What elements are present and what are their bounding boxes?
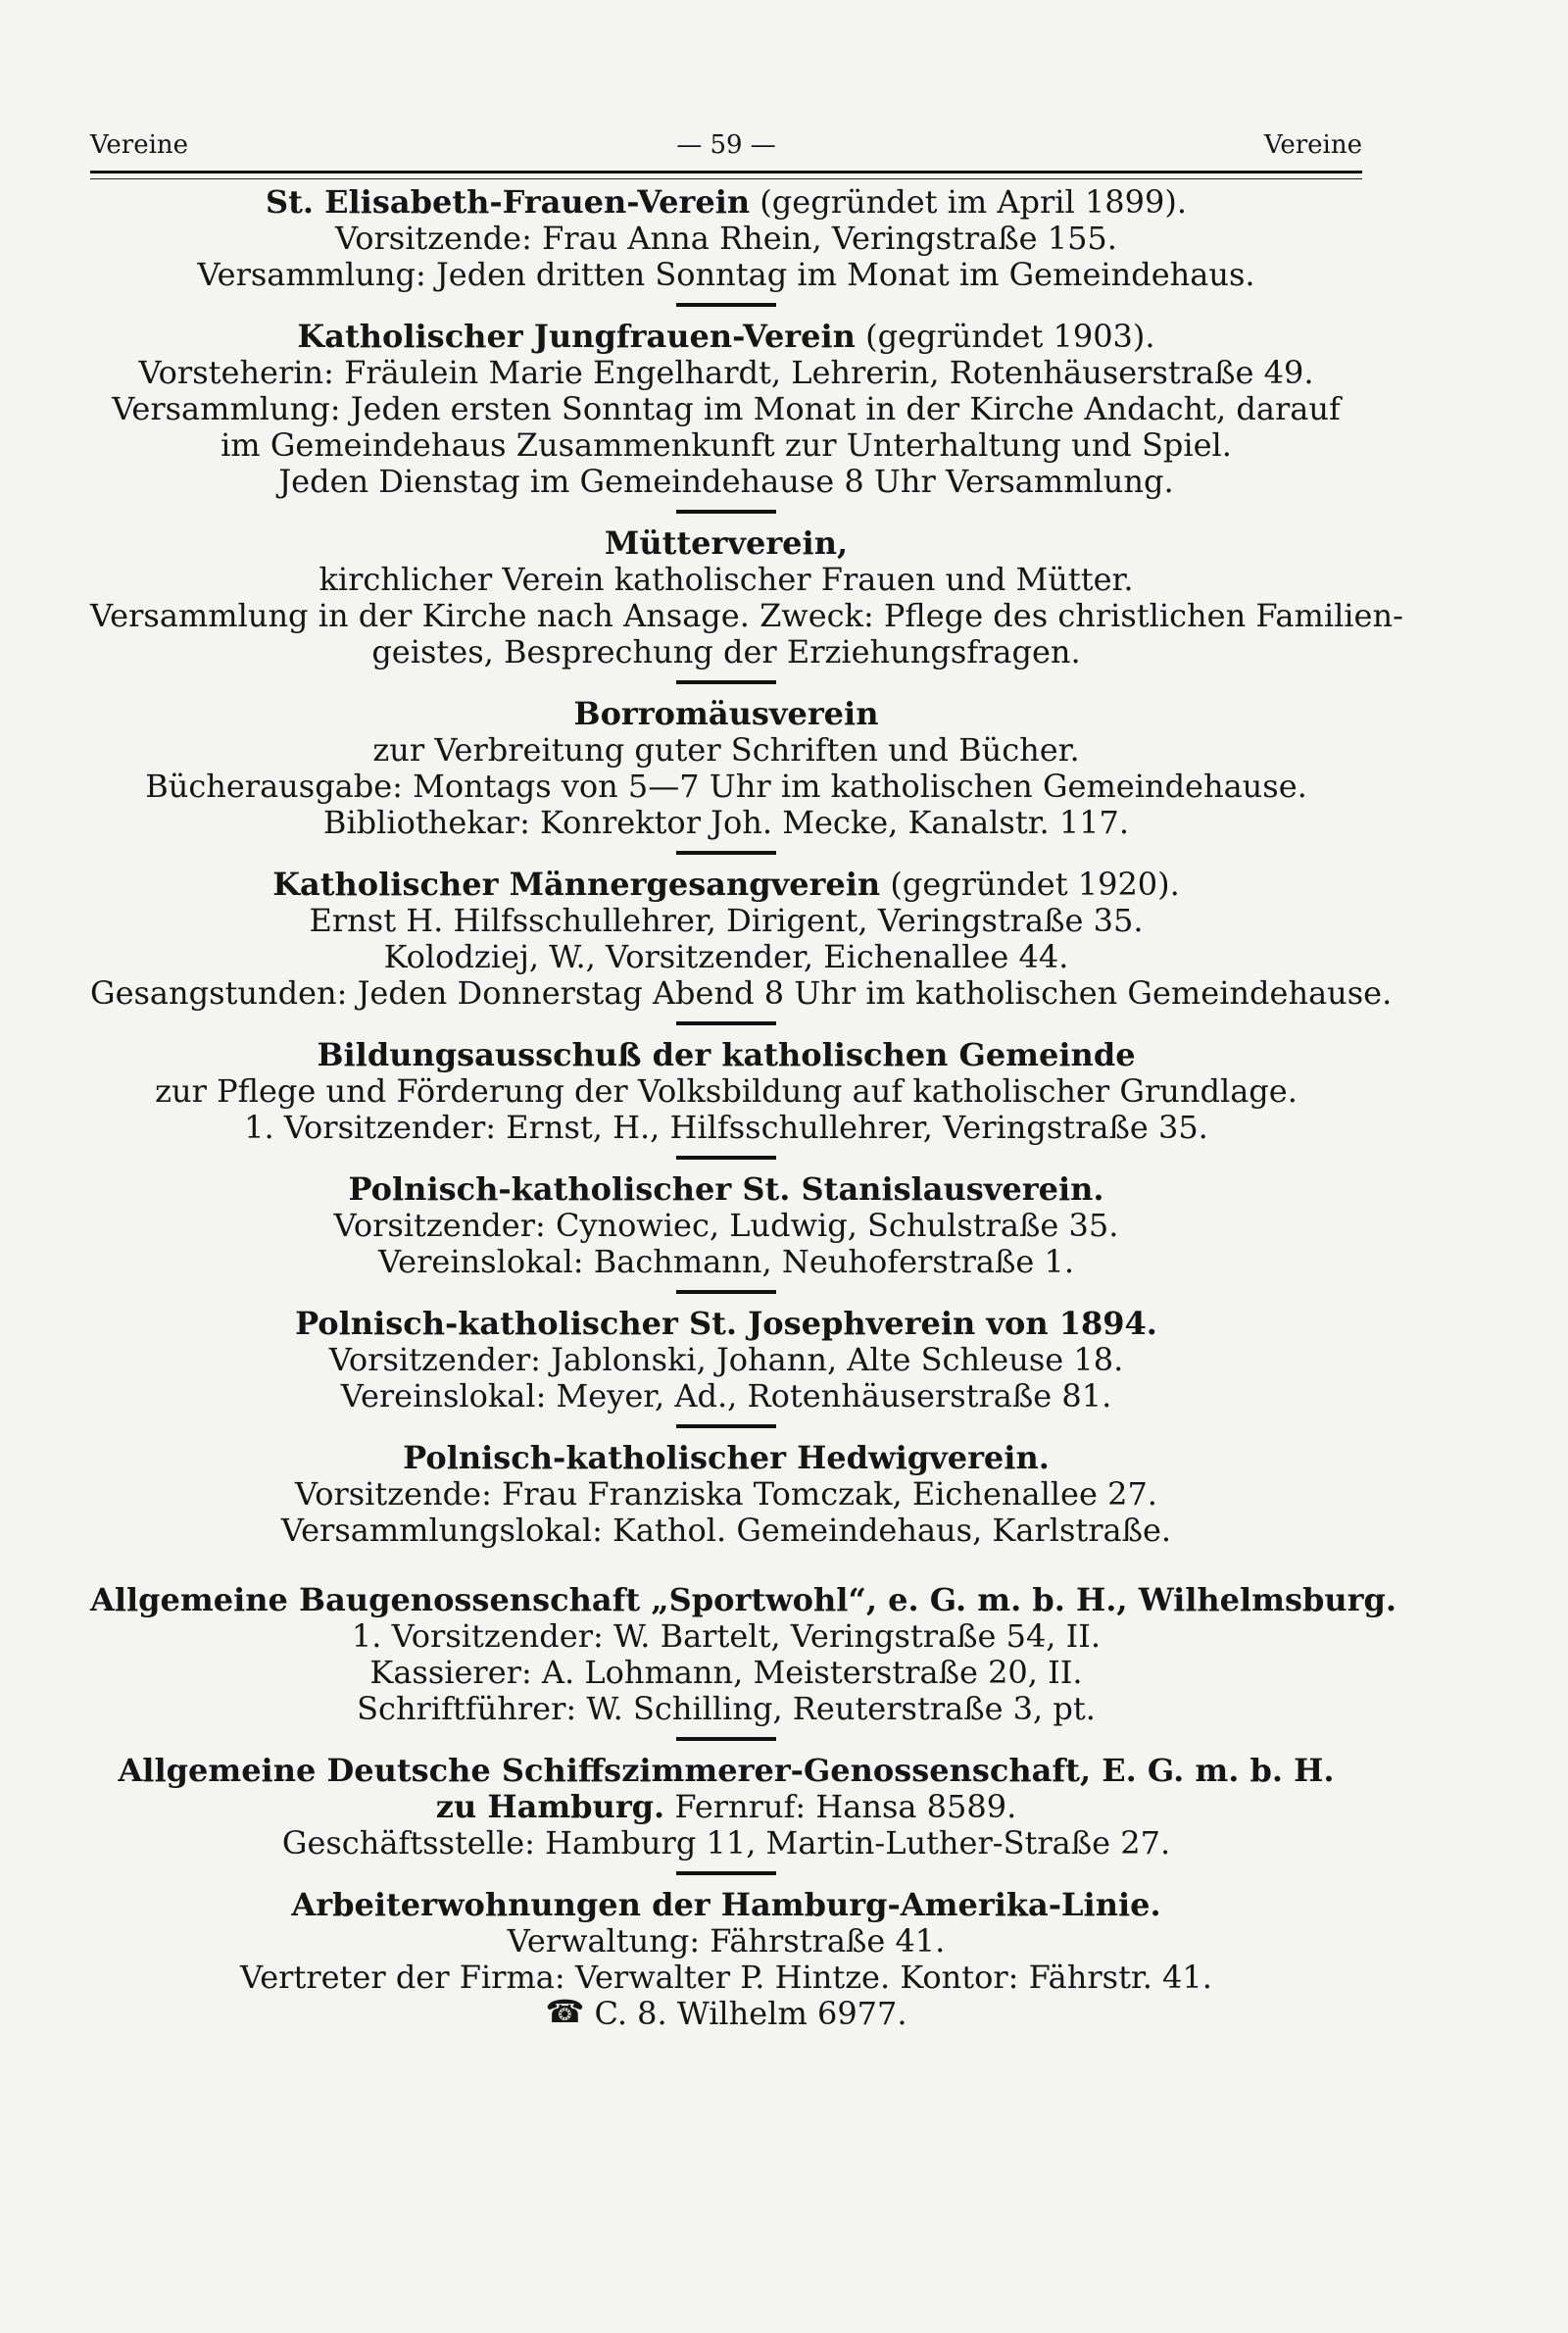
entry-title: Mütterverein, xyxy=(604,524,849,562)
entry-title-suffix: Fernruf: Hansa 8589. xyxy=(664,1788,1017,1825)
entry-bildungsausschuss xyxy=(90,1037,1362,1146)
telephone-icon: ☎ xyxy=(545,1993,585,2030)
entry-line: Versammlung: Jeden dritten Sonntag im Monat im Gemeindehaus. xyxy=(197,256,1255,293)
separator-rule xyxy=(676,510,776,514)
entry-line: Versammlung: Jeden ersten Sonntag im Monat in der Kirche Andacht, darauf xyxy=(112,390,1341,427)
entry-stanislausverein xyxy=(90,1171,1362,1280)
entry-line: zur Verbreitung guter Schriften und Bücher. xyxy=(372,731,1080,769)
entry-title: Polnisch-katholischer St. Stanislausverein. xyxy=(348,1170,1104,1208)
entry-title: Allgemeine Deutsche Schiffszimmerer-Genossenschaft, E. G. m. b. H. xyxy=(118,1752,1335,1789)
separator-rule xyxy=(676,303,776,307)
phone-number: C. 8. Wilhelm 6977. xyxy=(594,1995,907,2032)
entry-line: Kassierer: A. Lohmann, Meisterstraße 20, II. xyxy=(369,1654,1083,1691)
entry-line: Bücherausgabe: Montags von 5—7 Uhr im katholischen Gemeindehause. xyxy=(145,768,1307,805)
entry-line: Vereinslokal: Meyer, Ad., Rotenhäuserstraße 81. xyxy=(340,1377,1112,1415)
entry-title: Polnisch-katholischer Hedwigverein. xyxy=(403,1439,1050,1476)
entry-line: Versammlung in der Kirche nach Ansage. Zweck: Pflege des christlichen Familien- xyxy=(90,597,1403,634)
entry-line: Bibliothekar: Konrektor Joh. Mecke, Kanalstr. 117. xyxy=(322,804,1130,841)
header-rule-thin xyxy=(90,178,1362,179)
entry-title: Bildungsausschuß der katholischen Gemeinde xyxy=(317,1036,1136,1073)
entry-line: kirchlicher Verein katholischer Frauen und Mütter. xyxy=(318,561,1134,598)
phone-line xyxy=(90,1993,1362,2032)
separator-rule xyxy=(676,1871,776,1875)
entry-line: Kolodziej, W., Vorsitzender, Eichenallee 44. xyxy=(383,938,1069,975)
header-left: Vereine xyxy=(90,130,189,160)
entry-line: Vorsitzende: Frau Anna Rhein, Veringstraße 155. xyxy=(335,220,1117,257)
entry-title-continued: zu Hamburg. xyxy=(435,1788,665,1825)
entry-line: Vorsitzende: Frau Franziska Tomczak, Eichenallee 27. xyxy=(295,1475,1157,1513)
entry-line: im Gemeindehaus Zusammenkunft zur Unterhaltung und Spiel. xyxy=(220,426,1232,464)
entry-line: Vorsteherin: Fräulein Marie Engelhardt, Lehrerin, Rotenhäuserstraße 49. xyxy=(138,354,1314,391)
separator-rule xyxy=(676,1290,776,1294)
entry-line: 1. Vorsitzender: Ernst, H., Hilfsschullehrer, Veringstraße 35. xyxy=(244,1109,1208,1146)
entry-maennergesangverein xyxy=(90,866,1393,1012)
entry-title: Katholischer Jungfrauen-Verein xyxy=(297,318,856,355)
separator-rule xyxy=(676,1737,776,1741)
entry-line: Schriftführer: W. Schilling, Reuterstraße 3, pt. xyxy=(357,1690,1096,1727)
entry-schiffszimmerer-genossenschaft xyxy=(90,1753,1362,1861)
entry-line: Jeden Dienstag im Gemeindehause 8 Uhr Versammlung. xyxy=(278,463,1174,500)
entry-title: Arbeiterwohnungen der Hamburg-Amerika-Linie. xyxy=(291,1886,1161,1923)
entry-jungfrauen-verein xyxy=(90,319,1362,500)
entry-title: Katholischer Männergesangverein xyxy=(272,866,881,903)
entry-line: zur Pflege und Förderung der Volksbildung auf katholischer Grundlage. xyxy=(155,1072,1298,1110)
entry-title: St. Elisabeth-Frauen-Verein xyxy=(265,183,751,221)
entry-muetterverein xyxy=(90,524,1403,670)
separator-rule xyxy=(676,1021,776,1025)
entry-elisabeth-frauen-verein xyxy=(90,184,1362,293)
entry-line: Verwaltung: Fährstraße 41. xyxy=(507,1922,946,1960)
entry-title-suffix: (gegründet 1903). xyxy=(855,318,1155,355)
entry-line: Vereinslokal: Bachmann, Neuhoferstraße 1. xyxy=(377,1243,1075,1280)
header-right: Vereine xyxy=(1263,130,1362,160)
entry-title-suffix: (gegründet 1920). xyxy=(880,866,1180,903)
page-header xyxy=(90,125,1362,165)
entry-line: Vorsitzender: Cynowiec, Ludwig, Schulstraße 35. xyxy=(333,1207,1119,1244)
entries-list xyxy=(90,183,1403,2032)
entry-borromaeusverein xyxy=(90,696,1362,841)
entry-title-suffix: (gegründet im April 1899). xyxy=(750,183,1188,221)
separator-rule xyxy=(676,1156,776,1160)
separator-rule xyxy=(676,680,776,684)
separator-rule xyxy=(676,1424,776,1428)
entry-baugenossenschaft-sportwohl xyxy=(90,1581,1397,1727)
entry-title: Allgemeine Baugenossenschaft „Sportwohl“, e. G. m. b. H., Wilhelmsburg. xyxy=(90,1581,1397,1618)
entry-line: 1. Vorsitzender: W. Bartelt, Veringstraße 54, II. xyxy=(351,1617,1102,1655)
entry-line: Gesangstunden: Jeden Donnerstag Abend 8 Uhr im katholischen Gemeindehause. xyxy=(90,974,1393,1012)
separator-rule xyxy=(676,851,776,855)
entry-josephverein xyxy=(90,1306,1362,1415)
header-rule-thick xyxy=(90,171,1362,174)
entry-hedwigverein xyxy=(90,1440,1362,1549)
entry-line: Geschäftsstelle: Hamburg 11, Martin-Luther-Straße 27. xyxy=(281,1824,1171,1861)
entry-line: Ernst H. Hilfsschullehrer, Dirigent, Veringstraße 35. xyxy=(309,902,1144,939)
entry-line: Vertreter der Firma: Verwalter P. Hintze. Kontor: Fährstr. 41. xyxy=(240,1959,1212,1996)
entry-arbeiterwohnungen-hapag xyxy=(90,1887,1362,2032)
page-number: — 59 — xyxy=(676,130,776,160)
entry-title: Borromäusverein xyxy=(573,695,879,732)
entry-line: Vorsitzender: Jablonski, Johann, Alte Schleuse 18. xyxy=(328,1341,1124,1378)
entry-title: Polnisch-katholischer St. Josephverein von 1894. xyxy=(295,1305,1157,1342)
entry-line: geistes, Besprechung der Erziehungsfragen. xyxy=(371,633,1081,670)
entry-line: Versammlungslokal: Kathol. Gemeindehaus, Karlstraße. xyxy=(280,1512,1172,1549)
